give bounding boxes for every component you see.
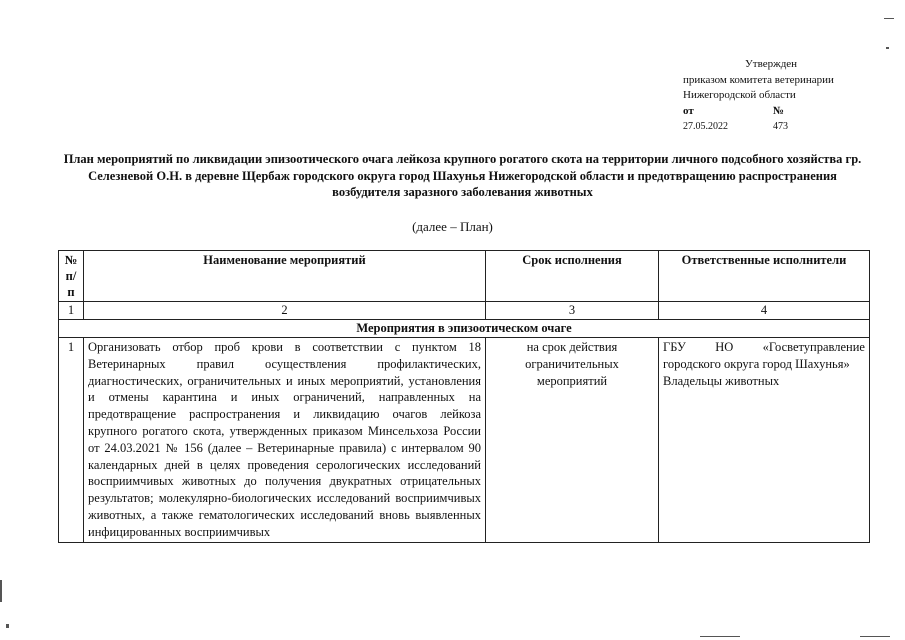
header-deadline: Срок исполнения (486, 251, 659, 302)
scan-mark (700, 636, 740, 637)
column-number-row (59, 302, 870, 320)
column-number: 3 (486, 302, 659, 320)
section-row (59, 320, 870, 338)
approval-block (683, 57, 863, 135)
document-subtitle: (далее – План) (412, 219, 493, 234)
document-title: План мероприятий по ликвидации эпизоотического очага лейкоза крупного рогатого скота на территории личного подсобного хозяйства гр. Селезневой О.Н. в деревне Щербаж городского округа город Шахунья Нижегородской области и предотвращению распространения возбудителя заразного заболевания животных (63, 152, 862, 199)
row-number: 1 (59, 338, 84, 543)
row-responsible (659, 338, 870, 543)
scan-mark (860, 636, 890, 637)
column-number: 4 (659, 302, 870, 320)
section-title: Мероприятия в эпизоотическом очаге (59, 320, 870, 338)
row-deadline: на срок действия ограничительных мероприятий (486, 338, 659, 543)
column-number: 1 (59, 302, 84, 320)
approval-heading: Утвержден (745, 58, 798, 70)
scan-mark (884, 18, 894, 19)
table-row (59, 338, 870, 543)
responsible-organization: ГБУ НО «Госветуправление городского округа город Шахунья» (663, 340, 865, 371)
scan-mark (0, 580, 2, 602)
plan-table (58, 250, 870, 543)
responsible-owners: Владельцы животных (663, 373, 780, 388)
approval-date: 27.05.2022 (683, 121, 728, 132)
approval-from-label: от (683, 104, 694, 117)
approval-number: 473 (773, 121, 788, 132)
row-activity: Организовать отбор проб крови в соответствии с пунктом 18 Ветеринарных правил осуществления профилактических, диагностических, ограничительных и иных мероприятий, установления и отмены карантина и иных ограничений, направленных на предотвращение распространения и ликвидацию очагов лейкоза крупного рогатого скота, утвержденных приказом Минсельхоза России от 24.03.2021 № 156 (далее – Ветеринарные правила) с интервалом 90 календарных дней в целях проведения серологических исследований восприимчивых животных до получения двукратных отрицательных результатов; молекулярно-биологических исследований восприимчивых животных, а также гематологических исследований вновь выявленных инфицированных восприимчивых (84, 338, 486, 543)
approval-order: приказом комитета ветеринарии (683, 73, 834, 86)
scan-mark (886, 47, 889, 49)
header-responsible: Ответственные исполнители (659, 251, 870, 302)
header-number: № п/п (59, 251, 84, 302)
header-activity: Наименование мероприятий (84, 251, 486, 302)
scan-mark (6, 624, 9, 628)
column-number: 2 (84, 302, 486, 320)
approval-authority: Нижегородской области (683, 89, 796, 101)
approval-number-label: № (773, 104, 785, 117)
table-header-row (59, 251, 870, 302)
